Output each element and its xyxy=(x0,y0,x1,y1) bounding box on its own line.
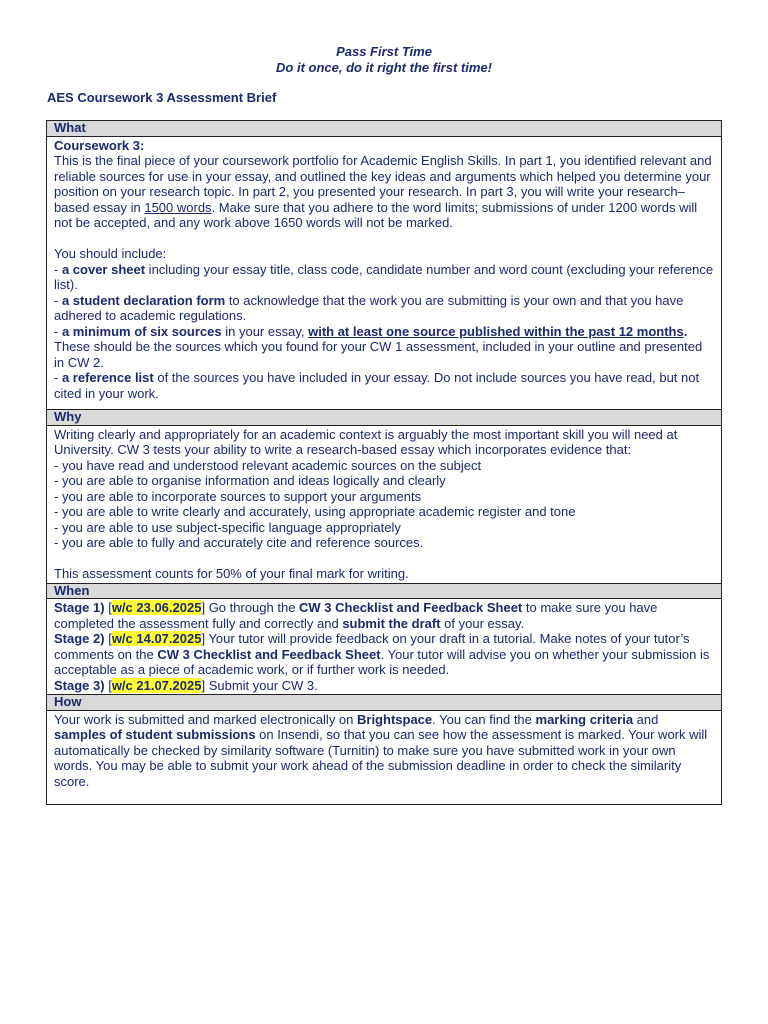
assessment-table xyxy=(46,120,722,805)
assessment-weight: This assessment counts for 50% of your final mark for writing. xyxy=(54,566,409,581)
section-body-when xyxy=(47,599,721,694)
why-point: - you have read and understood relevant academic sources on the subject xyxy=(54,457,482,473)
how-text: Your work is submitted and marked electronically on Brightspace. You can find the marking criteria and samples of student submissions on Insendi, so that you can see how the assessment is marked. Your work will automatically be checked by similarity software (Turnitin) to make sure you have submitted work in your own words. You may be able to submit your work ahead of the submission deadline in order to check the similarity score. xyxy=(54,711,708,789)
section-body-why xyxy=(47,426,721,583)
stage-3-date: w/c 21.07.2025 xyxy=(111,677,202,693)
stage-2: Stage 2) [w/c 14.07.2025] Your tutor will provide feedback on your draft in a tutorial. Make notes of your tutor’s comments on the CW 3 Checklist and Feedback Sheet. Your tutor will advise you on whether your submission is acceptable as a piece of academic work, or if further work is needed. xyxy=(54,631,710,677)
stage-1-date: w/c 23.06.2025 xyxy=(111,600,202,615)
why-point: - you are able to incorporate sources to support your arguments xyxy=(54,488,422,504)
section-heading-why: Why xyxy=(47,409,721,426)
stage-3: Stage 3) [w/c 21.07.2025] Submit your CW 3. xyxy=(54,677,318,693)
why-point: - you are able to use subject-specific language appropriately xyxy=(54,519,401,535)
section-heading-what: What xyxy=(47,121,721,137)
section-heading-when: When xyxy=(47,583,721,600)
section-body-how xyxy=(47,711,721,805)
include-item-sources: - a minimum of six sources in your essay, with at least one source published within the past 12 months. These should be the sources which you found for your CW 1 assessment, included in your outline and presented in CW 2. xyxy=(54,323,703,370)
word-count: 1500 words xyxy=(144,199,212,215)
include-item-reference-list: - a reference list of the sources you have included in your essay. Do not include sources you have read, but not cited in your work. xyxy=(54,370,700,401)
why-intro: Writing clearly and appropriately for an academic context is arguably the most important skill you will need at University. CW 3 tests your ability to write a research-based essay which incorporates evidence that: xyxy=(54,426,678,457)
section-heading-how: How xyxy=(47,694,721,711)
why-point: - you are able to write clearly and accurately, using appropriate academic register and tone xyxy=(54,504,576,519)
brief-title: AES Coursework 3 Assessment Brief xyxy=(47,90,277,105)
section-body-what xyxy=(47,137,721,410)
include-item-declaration: - a student declaration form to acknowledge that the work you are submitting is your own and that you have adhered to academic regulations. xyxy=(54,292,684,323)
include-label: You should include: xyxy=(54,246,167,261)
why-point: - you are able to fully and accurately cite and reference sources. xyxy=(54,535,424,550)
why-point: - you are able to organise information and ideas logically and clearly xyxy=(54,473,446,488)
coursework-title: Coursework 3: xyxy=(54,137,145,153)
stage-2-date: w/c 14.07.2025 xyxy=(111,631,202,646)
what-intro: This is the final piece of your coursework portfolio for Academic English Skills. In part 1, you identified relevant and reliable sources for use in your essay, and outlined the key ideas and arguments which helped you determine your position on your research topic. In part 2, you presented your research. In part 3, you will write your research–based essay in 1500 words. Make sure that you adhere to the word limits; submissions of under 1200 words will not be accepted, and any work above 1650 words will not be marked. xyxy=(54,153,712,230)
stage-1: Stage 1) [w/c 23.06.2025] Go through the CW 3 Checklist and Feedback Sheet to make sure you have completed the assessment fully and correctly and submit the draft of your essay. xyxy=(54,600,658,631)
include-item-cover-sheet: - a cover sheet including your essay title, class code, candidate number and word count (excluding your reference list). xyxy=(54,261,714,292)
header-line-2: Do it once, do it right the first time! xyxy=(276,59,492,75)
page-header xyxy=(0,44,768,75)
header-line-1: Pass First Time xyxy=(336,44,432,59)
